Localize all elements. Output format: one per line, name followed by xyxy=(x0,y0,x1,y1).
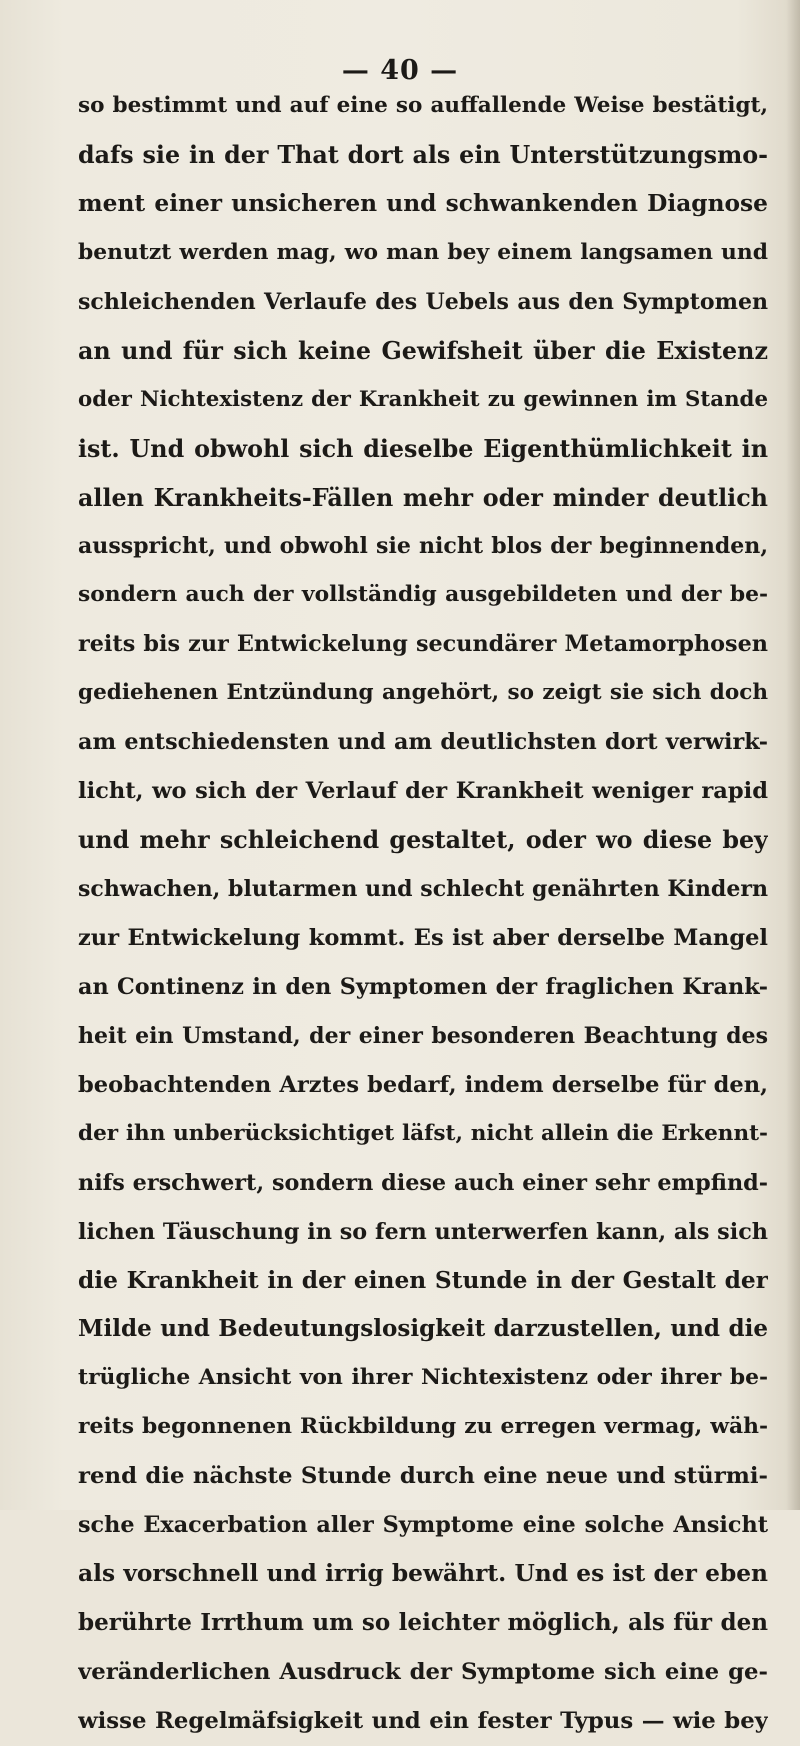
text-line: als vorschnell und irrig bewährt. Und es ist der eben xyxy=(78,1560,768,1588)
text-line: reits begonnenen Rückbildung zu erregen vermag, wäh- xyxy=(78,1414,768,1440)
text-line: rend die nächste Stunde durch eine neue und stürmi- xyxy=(78,1463,768,1490)
page-edge-shadow xyxy=(786,0,800,1510)
text-line: so bestimmt und auf eine so auffallende Weise bestätigt, xyxy=(78,93,768,118)
text-line: an Continenz in den Symptomen der fraglichen Krank- xyxy=(78,973,768,1000)
text-line: schleichenden Verlaufe des Uebels aus den Symptomen xyxy=(78,288,768,315)
text-line: allen Krankheits-Fällen mehr oder minder deutlich xyxy=(78,483,768,512)
text-line: heit ein Umstand, der einer besonderen Beachtung des xyxy=(78,1022,768,1049)
text-line: sondern auch der vollständig ausgebildeten und der be- xyxy=(78,582,768,608)
text-line: veränderlichen Ausdruck der Symptome sich eine ge- xyxy=(78,1659,768,1685)
text-line: nifs erschwert, sondern diese auch einer sehr empfind- xyxy=(78,1169,768,1196)
text-line: am entschiedensten und am deutlichsten dort verwirk- xyxy=(78,729,768,756)
text-line: zur Entwickelung kommt. Es ist aber derselbe Mangel xyxy=(78,924,768,951)
text-line: oder Nichtexistenz der Krankheit zu gewinnen im Stande xyxy=(78,386,768,412)
text-line: ment einer unsicheren und schwankenden Diagnose xyxy=(78,189,768,217)
text-line: wisse Regelmäfsigkeit und ein fester Typus — wie bey xyxy=(78,1707,768,1734)
text-line: ist. Und obwohl sich dieselbe Eigenthümlichkeit in xyxy=(78,434,768,463)
text-line: der ihn unberücksichtiget läfst, nicht allein die Erkennt- xyxy=(78,1120,768,1146)
text-line: licht, wo sich der Verlauf der Krankheit weniger rapid xyxy=(78,778,768,805)
text-line: gediehenen Entzündung angehört, so zeigt sie sich doch xyxy=(78,680,768,706)
text-line: die Krankheit in der einen Stunde in der Gestalt der xyxy=(78,1266,768,1294)
text-line: berührte Irrthum um so leichter möglich, als für den xyxy=(78,1609,768,1637)
text-line: trügliche Ansicht von ihrer Nichtexistenz oder ihrer be- xyxy=(78,1365,768,1391)
text-line: sche Exacerbation aller Symptome eine solche Ansicht xyxy=(78,1512,768,1539)
text-line: schwachen, blutarmen und schlecht genährten Kindern xyxy=(78,876,768,902)
text-line: beobachtenden Arztes bedarf, indem derselbe für den, xyxy=(78,1071,768,1098)
text-line: benutzt werden mag, wo man bey einem langsamen und xyxy=(78,239,768,265)
text-line: ausspricht, und obwohl sie nicht blos der beginnenden, xyxy=(78,533,768,560)
body-text xyxy=(78,82,768,1746)
text-line: Milde und Bedeutungslosigkeit darzustellen, und die xyxy=(78,1315,768,1343)
page-number: — 40 — xyxy=(341,55,459,86)
text-line: reits bis zur Entwickelung secundärer Metamorphosen xyxy=(78,631,768,658)
text-line: an und für sich keine Gewifsheit über die Existenz xyxy=(78,336,768,365)
text-line: dafs sie in der That dort als ein Unterstützungsmo- xyxy=(78,140,768,169)
text-line: lichen Täuschung in so fern unterwerfen kann, als sich xyxy=(78,1218,768,1245)
text-line: und mehr schleichend gestaltet, oder wo diese bey xyxy=(78,826,768,855)
